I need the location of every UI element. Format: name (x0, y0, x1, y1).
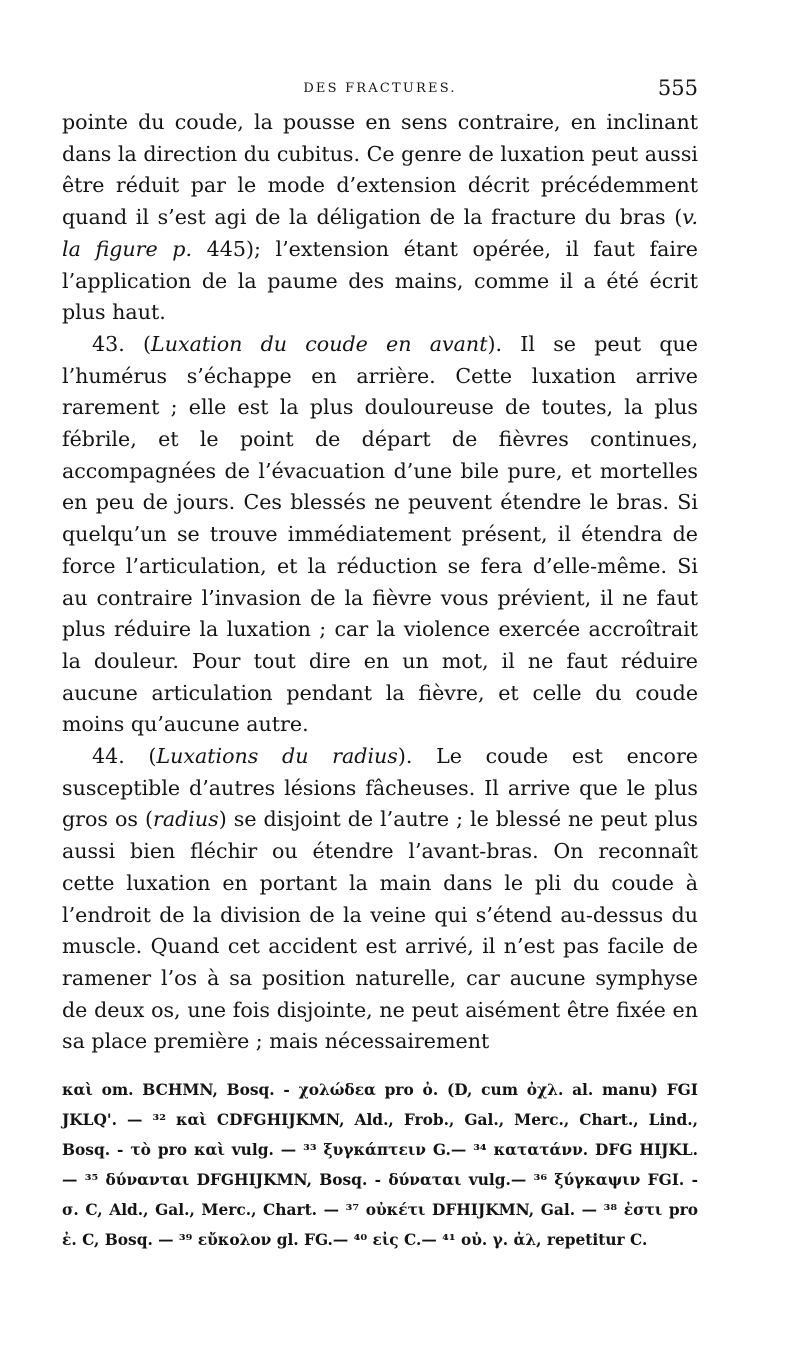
radius-term: radius (152, 807, 219, 832)
running-head (60, 76, 700, 102)
paragraph-continued: pointe du coude, la pousse en sens contraire, en inclinant dans la direction du cubitus. Ce genre de luxation peut aussi être réduit par le mode d’extension décrit précédemment quand il s’est agi de la déligation de la fracture du bras (v. la figure p. 445); l’extension étant opérée, il faut faire l’application de la paume des mains, comme il a été écrit plus haut. (62, 110, 698, 325)
section-number-43: 43. ( (92, 331, 152, 356)
section-heading-44: Luxations du radius (156, 744, 398, 769)
footnote-apparatus: καὶ om. BCHMN, Bosq. - χολώδεα pro ὀ. (D, cum ὀχλ. al. manu) FGI JKLQ'. — ³² καὶ CDFGHIJKMN, Ald., Frob., Gal., Merc., Chart., Lind., Bosq. - τὸ pro καὶ vulg. — ³³ ξυγκάπτειν G.— ³⁴ κατατάνν. DFG HIJKL. — ³⁵ δύνανται DFGHIJKMN, Bosq. - δύναται vulg.— ³⁶ ξύγκαψιν FGI. - σ. C, Ald., Gal., Merc., Chart. — ³⁷ οὐκέτι DFHIJKMN, Gal. — ³⁸ ἐστι pro ἐ. C, Bosq. — ³⁹ εὔκολον gl. FG.— ⁴⁰ εἰς C.— ⁴¹ οὐ. γ. ἀλ, repetitur C. (62, 1081, 698, 1249)
section-heading-43: Luxation du coude en avant (151, 331, 488, 356)
footnotes (62, 1075, 698, 1255)
section-number-44: 44. ( (92, 744, 157, 769)
paragraph-44: 44. (Luxations du radius). Le coude est encore susceptible d’autres lésions fâcheuses. Il arrive que le plus gros os (radius) se disjoint de l’autre ; le blessé ne peut plus aussi bien fléchir ou étendre l’avant-bras. On reconnaît cette luxation en portant la main dans le pli du coude à l’endroit de la division de la veine qui s’étend au-dessus du muscle. Quand cet accident est arrivé, il n’est pas facile de ramener l’os à sa position naturelle, car aucune symphyse de deux os, une fois disjointe, ne peut aisément être fixée en sa place première ; mais nécessairement (62, 744, 698, 1054)
running-title: DES FRACTURES. (303, 81, 457, 96)
page-number: 555 (657, 76, 698, 100)
figure-page-number: 445 (192, 236, 246, 261)
paragraph-43: 43. (Luxation du coude en avant). Il se peut que l’humérus s’échappe en arrière. Cette luxation arrive rarement ; elle est la plus douloureuse de toutes, la plus fébrile, et le point de départ de fièvres continues, accompagnées de l’évacuation d’une bile pure, et mortelles en peu de jours. Ces blessés ne peuvent étendre le bras. Si quelqu’un se trouve immédiatement présent, il étendra de force l’articulation, et la réduction se fera d’elle-même. Si au contraire l’invasion de la fièvre vous prévient, il ne faut plus réduire la luxation ; car la violence exercée accroîtrait la douleur. Pour tout dire en un mot, il ne faut réduire aucune articulation pendant la fièvre, et celle du coude moins qu’aucune autre. (62, 331, 698, 737)
body-text (62, 107, 698, 1058)
figure-reference: v. la figure p. (62, 205, 698, 261)
